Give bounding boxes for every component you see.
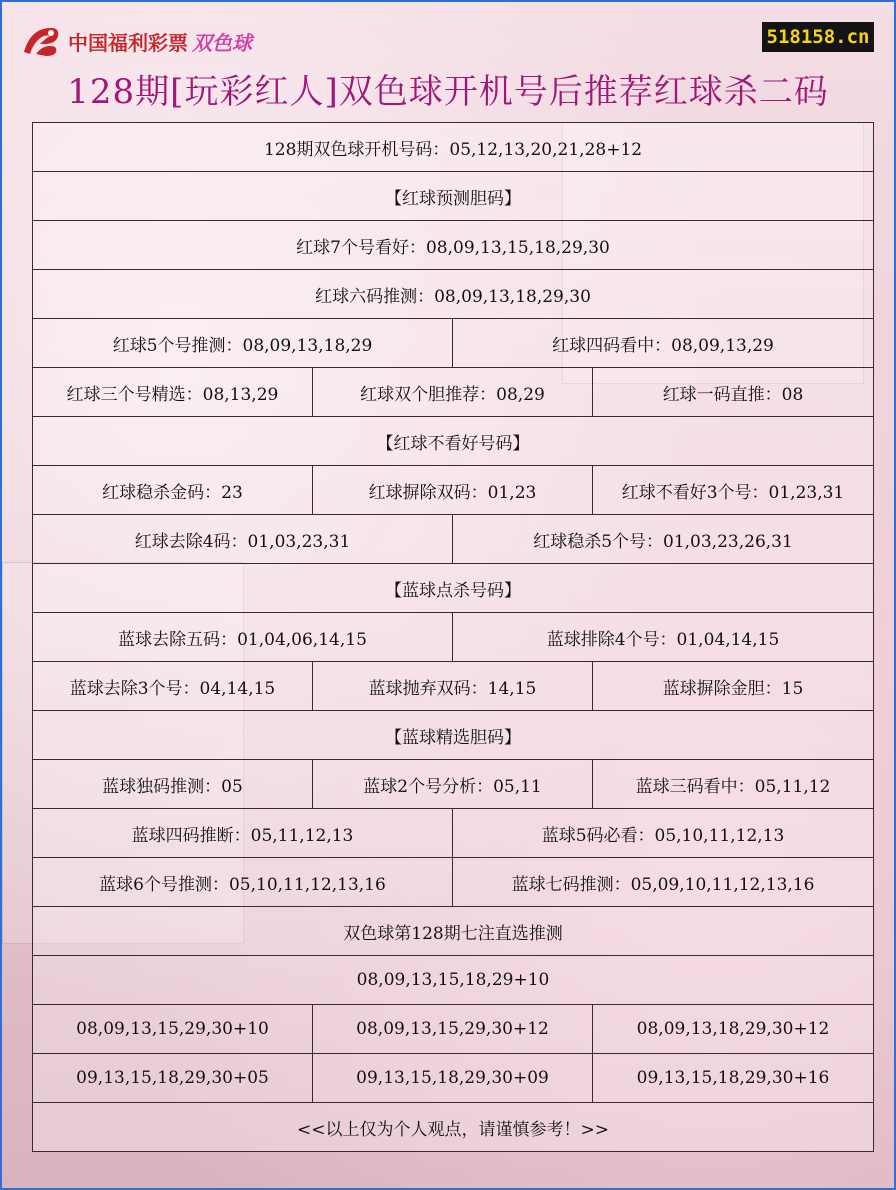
table-row xyxy=(33,1054,874,1103)
table-row xyxy=(33,368,874,417)
table-cell: 蓝球去除五码：01,04,06,14,15 xyxy=(33,613,453,662)
table-cell: 蓝球5码必看：05,10,11,12,13 xyxy=(453,809,874,858)
table-cell: 蓝球2个号分析：05,11 xyxy=(313,760,593,809)
section-header-blue-dan: 【蓝球精选胆码】 xyxy=(33,711,874,760)
pick-cell: 09,13,15,18,29,30+05 xyxy=(33,1054,313,1103)
table-cell: 红球摒除双码：01,23 xyxy=(313,466,593,515)
pick-cell: 08,09,13,15,18,29+10 xyxy=(33,956,874,1005)
prediction-table xyxy=(32,122,874,1152)
table-row xyxy=(33,319,874,368)
section-header-picks: 双色球第128期七注直选推测 xyxy=(33,907,874,956)
pick-cell: 08,09,13,15,29,30+12 xyxy=(313,1005,593,1054)
table-row xyxy=(33,760,874,809)
table-cell: 蓝球抛弃双码：14,15 xyxy=(313,662,593,711)
table-row xyxy=(33,907,874,956)
table-row xyxy=(33,956,874,1005)
section-header-red-dan: 【红球预测胆码】 xyxy=(33,172,874,221)
page-title: 128期[玩彩红人]双色球开机号后推荐红球杀二码 xyxy=(67,72,829,112)
table-row xyxy=(33,466,874,515)
pick-cell: 09,13,15,18,29,30+09 xyxy=(313,1054,593,1103)
pick-cell: 08,09,13,18,29,30+12 xyxy=(593,1005,874,1054)
table-row xyxy=(33,1005,874,1054)
table-cell: 蓝球6个号推测：05,10,11,12,13,16 xyxy=(33,858,453,907)
table-row xyxy=(33,1103,874,1152)
table-row xyxy=(33,172,874,221)
table-cell: 红球去除4码：01,03,23,31 xyxy=(33,515,453,564)
table-cell: 蓝球摒除金胆：15 xyxy=(593,662,874,711)
table-row xyxy=(33,613,874,662)
table-cell: 蓝球去除3个号：04,14,15 xyxy=(33,662,313,711)
section-header-blue-kill: 【蓝球点杀号码】 xyxy=(33,564,874,613)
table-cell: 红球三个号精选：08,13,29 xyxy=(33,368,313,417)
table-row xyxy=(33,564,874,613)
table-row xyxy=(33,417,874,466)
brand-name: 中国福利彩票 xyxy=(68,32,188,55)
table-row xyxy=(33,858,874,907)
pick-cell: 08,09,13,15,29,30+10 xyxy=(33,1005,313,1054)
pick-cell: 09,13,15,18,29,30+16 xyxy=(593,1054,874,1103)
table-cell: 红球四码看中：08,09,13,29 xyxy=(453,319,874,368)
lottery-logo-icon xyxy=(20,24,64,58)
table-cell: 红球稳杀5个号：01,03,23,26,31 xyxy=(453,515,874,564)
table-row xyxy=(33,809,874,858)
opening-numbers: 128期双色球开机号码：05,12,13,20,21,28+12 xyxy=(33,123,874,172)
table-cell: 蓝球独码推测：05 xyxy=(33,760,313,809)
site-badge[interactable]: 518158.cn xyxy=(762,22,874,52)
table-cell: 红球不看好3个号：01,23,31 xyxy=(593,466,874,515)
table-cell: 蓝球四码推断：05,11,12,13 xyxy=(33,809,453,858)
table-row xyxy=(33,123,874,172)
table-cell: 红球双个胆推荐：08,29 xyxy=(313,368,593,417)
table-cell: 红球5个号推测：08,09,13,18,29 xyxy=(33,319,453,368)
table-cell: 蓝球排除4个号：01,04,14,15 xyxy=(453,613,874,662)
table-cell: 红球稳杀金码：23 xyxy=(33,466,313,515)
table-cell: 蓝球三码看中：05,11,12 xyxy=(593,760,874,809)
table-row xyxy=(33,221,874,270)
brand-logo xyxy=(20,24,252,58)
table-row xyxy=(33,711,874,760)
table-row xyxy=(33,515,874,564)
table-cell: 蓝球七码推测：05,09,10,11,12,13,16 xyxy=(453,858,874,907)
table-row xyxy=(33,270,874,319)
brand-game-name: 双色球 xyxy=(192,32,252,55)
table-row xyxy=(33,662,874,711)
table-cell: 红球一码直推：08 xyxy=(593,368,874,417)
table-cell: 红球六码推测：08,09,13,18,29,30 xyxy=(33,270,874,319)
section-header-red-kill: 【红球不看好号码】 xyxy=(33,417,874,466)
disclaimer: <<以上仅为个人观点，请谨慎参考！>> xyxy=(33,1103,874,1152)
table-cell: 红球7个号看好：08,09,13,15,18,29,30 xyxy=(33,221,874,270)
